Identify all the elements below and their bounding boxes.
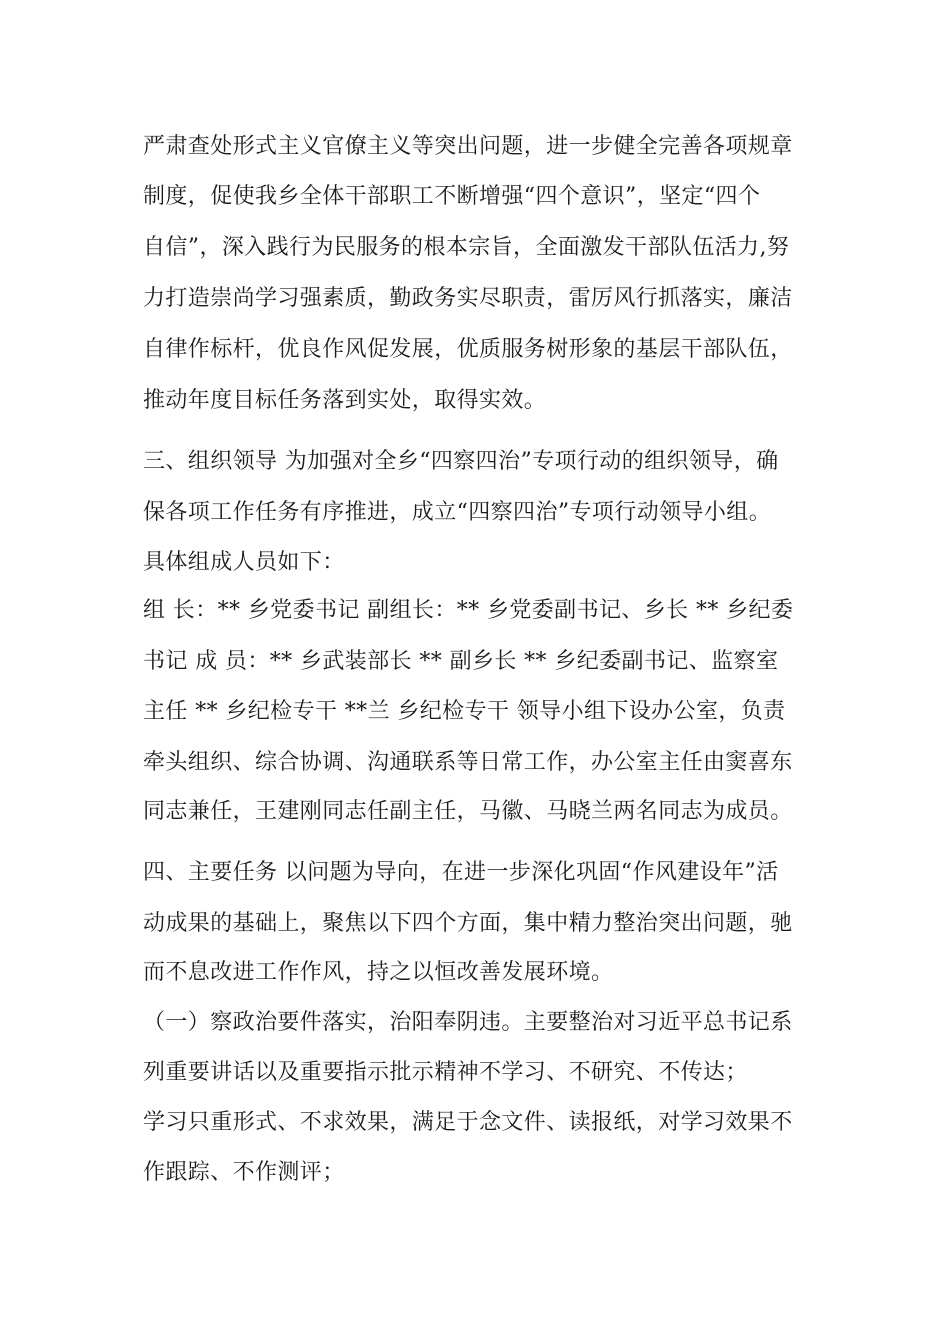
text-line-5: 自律作标杆，优良作风促发展，优质服务树形象的基层干部队伍， (143, 337, 793, 362)
text-line-13: 牵头组织、综合协调、沟通联系等日常工作，办公室主任由窦喜东 (143, 750, 793, 775)
text-line-21: 作跟踪、不作测评； (143, 1160, 345, 1185)
text-line-16: 动成果的基础上，聚焦以下四个方面，集中精力整治突出问题，驰 (143, 911, 793, 936)
text-line-6: 推动年度目标任务落到实处，取得实效。 (143, 388, 547, 413)
section-three-heading-line: 三、组织领导 为加强对全乡“四察四治”专项行动的组织领导，确 (143, 449, 779, 474)
text-line-11: 书记 成 员：** 乡武装部长 ** 副乡长 ** 乡纪委副书记、监察室 (143, 649, 779, 674)
text-line-14: 同志兼任，王建刚同志任副主任，马徽、马晓兰两名同志为成员。 (143, 799, 793, 824)
text-line-10: 组 长：** 乡党委书记 副组长：** 乡党委副书记、乡长 ** 乡纪委 (143, 598, 794, 623)
text-line-17: 而不息改进工作作风，持之以恒改善发展环境。 (143, 960, 614, 985)
text-line-9: 具体组成人员如下： (143, 550, 345, 575)
text-line-4: 力打造崇尚学习强素质，勤政务实尽职责，雷厉风行抓落实，廉洁 (143, 286, 793, 311)
text-line-1: 严肃查处形式主义官僚主义等突出问题，进一步健全完善各项规章 (143, 134, 793, 159)
text-line-2: 制度，促使我乡全体干部职工不断增强“四个意识”，坚定“四个 (143, 184, 761, 209)
text-line-12: 主任 ** 乡纪检专干 **兰 乡纪检专干 领导小组下设办公室，负责 (143, 699, 786, 724)
subsection-one-line: （一）察政治要件落实，治阳奉阴违。主要整治对习近平总书记系 (143, 1010, 793, 1035)
text-line-8: 保各项工作任务有序推进，成立“四察四治”专项行动领导小组。 (143, 500, 772, 525)
text-line-3: 自信”，深入践行为民服务的根本宗旨，全面激发干部队伍活力,努 (143, 235, 790, 260)
text-line-19: 列重要讲话以及重要指示批示精神不学习、不研究、不传达； (143, 1060, 748, 1085)
text-line-20: 学习只重形式、不求效果，满足于念文件、读报纸，对学习效果不 (143, 1110, 793, 1135)
section-four-heading-line: 四、主要任务 以问题为导向，在进一步深化巩固“作风建设年”活 (143, 860, 779, 885)
